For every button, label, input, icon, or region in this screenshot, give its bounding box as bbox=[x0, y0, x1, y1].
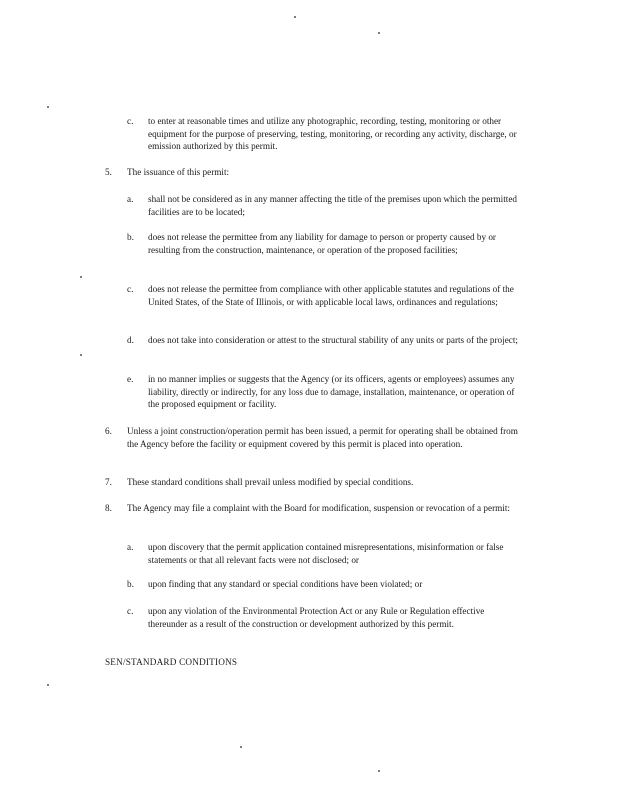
item-text: The issuance of this permit: bbox=[127, 167, 230, 177]
item-marker: b. bbox=[127, 579, 134, 589]
scan-speck bbox=[47, 684, 49, 686]
item-marker: 5. bbox=[105, 167, 112, 177]
item-text: does not release the permittee from any liability for damage to person or property caused by or resulting from the construction, maintenance, or operation of the proposed facilities; bbox=[148, 232, 496, 255]
scan-speck bbox=[378, 32, 380, 34]
item-text: upon finding that any standard or special conditions have been violated; or bbox=[148, 579, 423, 589]
item-text: upon any violation of the Environmental Protection Act or any Rule or Regulation effective thereunder as a result of the construction or development authorized by this permit. bbox=[148, 606, 485, 629]
item-marker: 8. bbox=[105, 503, 112, 513]
item-text: in no manner implies or suggests that the Agency (or its officers, agents or employees) assumes any liability, directly or indirectly, for any loss due to damage, installation, maintenance, or operation of the proposed equipment or facility. bbox=[148, 374, 515, 410]
item-marker: c. bbox=[127, 284, 134, 294]
scan-speck bbox=[240, 746, 242, 748]
item-text: does not release the permittee from compliance with other applicable statutes and regulations of the United States, of the State of Illinois, or with applicable local laws, ordinances and regulations; bbox=[148, 284, 514, 307]
item-text: to enter at reasonable times and utilize any photographic, recording, testing, monitoring or other equipment for the purpose of preserving, testing, monitoring, or recording any activity, discharge, or emission authorized by this permit. bbox=[148, 116, 517, 152]
scan-speck bbox=[378, 770, 380, 772]
item-marker: a. bbox=[127, 542, 134, 552]
item-marker: c. bbox=[127, 116, 134, 126]
item-text: upon discovery that the permit application contained misrepresentations, misinformation or false statements or that all relevant facts were not disclosed; or bbox=[148, 542, 504, 565]
item-marker: c. bbox=[127, 606, 134, 616]
scan-speck bbox=[80, 354, 82, 356]
item-text: does not take into consideration or attest to the structural stability of any units or parts of the project; bbox=[148, 335, 518, 345]
item-marker: a. bbox=[127, 194, 134, 204]
document-footer: SEN/STANDARD CONDITIONS bbox=[105, 657, 238, 667]
item-marker: 7. bbox=[105, 477, 112, 487]
item-marker: d. bbox=[127, 335, 134, 345]
item-text: These standard conditions shall prevail unless modified by special conditions. bbox=[127, 477, 414, 487]
scan-speck bbox=[47, 106, 49, 108]
item-text: Unless a joint construction/operation permit has been issued, a permit for operating shall be obtained from the Agency before the facility or equipment covered by this permit is placed into operation. bbox=[127, 426, 518, 449]
scan-speck bbox=[80, 276, 82, 278]
item-marker: 6. bbox=[105, 426, 112, 436]
item-text: The Agency may file a complaint with the Board for modification, suspension or revocation of a permit: bbox=[127, 503, 510, 513]
item-marker: e. bbox=[127, 374, 134, 384]
scan-speck bbox=[294, 16, 296, 18]
item-marker: b. bbox=[127, 232, 134, 242]
item-text: shall not be considered as in any manner affecting the title of the premises upon which the permitted facilities are to be located; bbox=[148, 194, 518, 217]
